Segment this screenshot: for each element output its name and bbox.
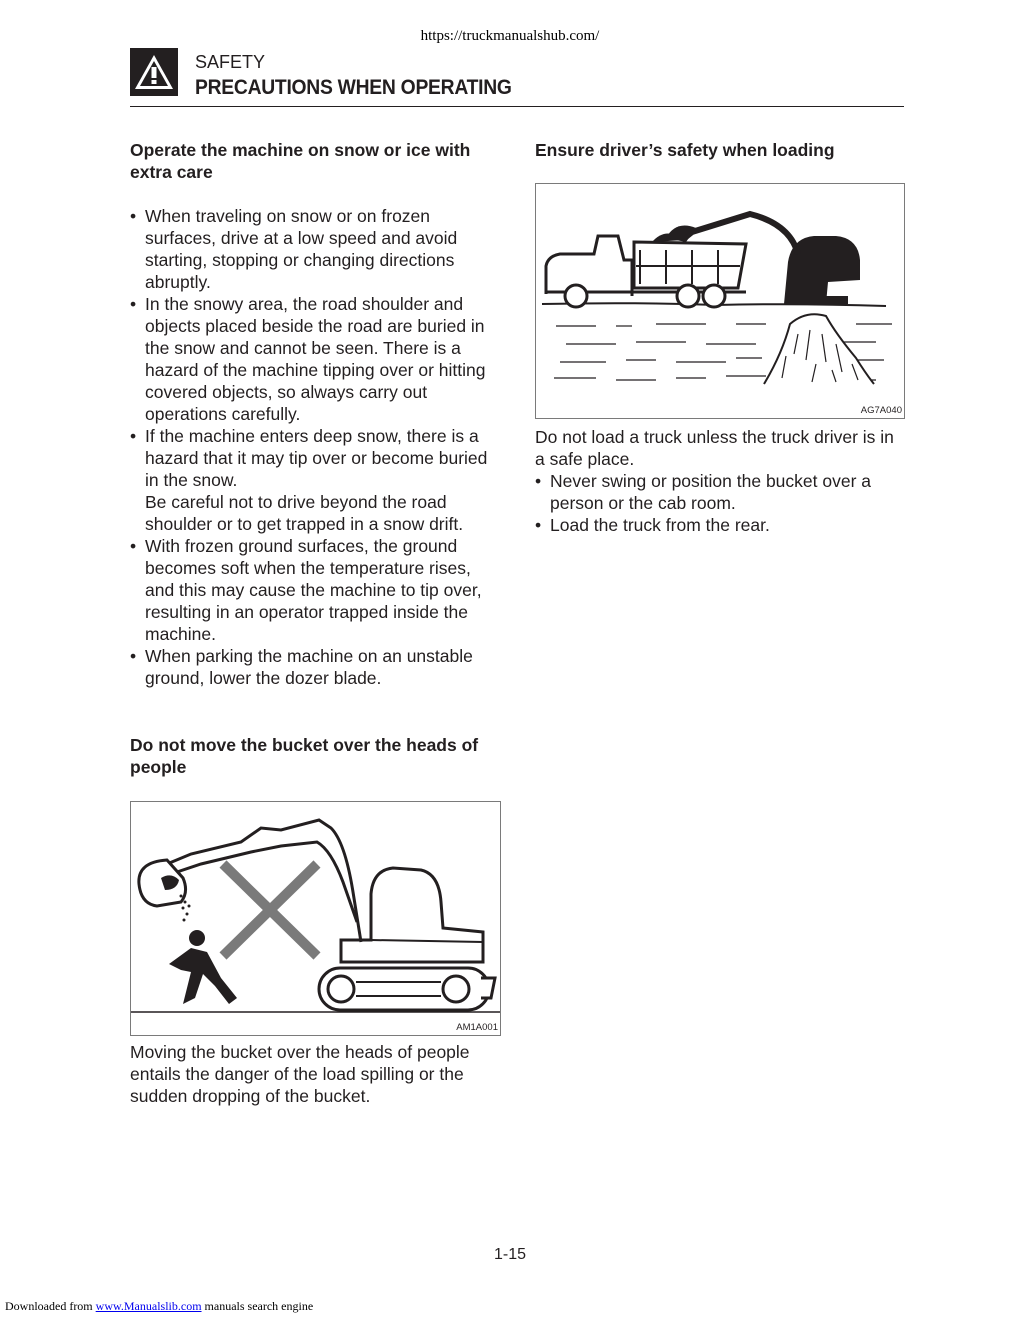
list-item: • With frozen ground surfaces, the ground becomes soft when the temperature rises, and this may cause the machine to tip over, resulting in an operator trapped inside the machine. [130,535,502,645]
excavator-hazard-illustration [131,802,500,1035]
bucket-over-heads-figure [130,801,501,1036]
list-item: • When traveling on snow or on frozen surfaces, drive at a low speed and avoid starting, stopping or changing directions abruptly. [130,205,502,293]
list-item: • In the snowy area, the road shoulder and objects placed beside the road are buried in the snow and cannot be seen. There is a hazard of the machine tipping over or hitting covered objects, so always carry out operations carefully. [130,293,502,425]
list-item: • When parking the machine on an unstable ground, lower the dozer blade. [130,645,502,689]
footer-suffix: manuals search engine [204,1299,314,1313]
download-footer [5,1299,313,1314]
list-item: • If the machine enters deep snow, there is a hazard that it may tip over or become buried in the snow. Be careful not to drive beyond the road shoulder or to get trapped in a snow drift. [130,425,502,535]
snow-bullet-list [130,205,502,689]
warning-triangle-icon [130,48,178,96]
section-label: SAFETY [195,52,266,72]
figure-code: AG7A040 [860,405,902,416]
truck-loading-figure [535,183,905,419]
bucket-caption: Moving the bucket over the heads of people entails the danger of the load spilling or the sudden dropping of the bucket. [130,1042,470,1106]
figure-code: AM1A001 [456,1022,498,1033]
loading-intro: Do not load a truck unless the truck driver is in a safe place. [535,427,894,469]
loading-heading: Ensure driver’s safety when loading [535,140,835,160]
list-item: • Never swing or position the bucket over a person or the cab room. [535,470,907,514]
list-item: • Load the truck from the rear. [535,514,907,536]
snow-heading: Operate the machine on snow or ice with extra care [130,140,471,182]
footer-prefix: Downloaded from [5,1299,93,1313]
manualslib-link[interactable]: www.Manualslib.com [95,1299,202,1313]
loading-bullet-list [535,470,907,536]
page-number: 1-15 [493,1246,527,1263]
source-url: https://truckmanualshub.com/ [420,28,600,44]
header-divider [130,106,904,107]
bucket-heading: Do not move the bucket over the heads of people [130,735,479,777]
truck-loading-illustration [536,184,904,418]
page-title: PRECAUTIONS WHEN OPERATING [195,76,512,99]
